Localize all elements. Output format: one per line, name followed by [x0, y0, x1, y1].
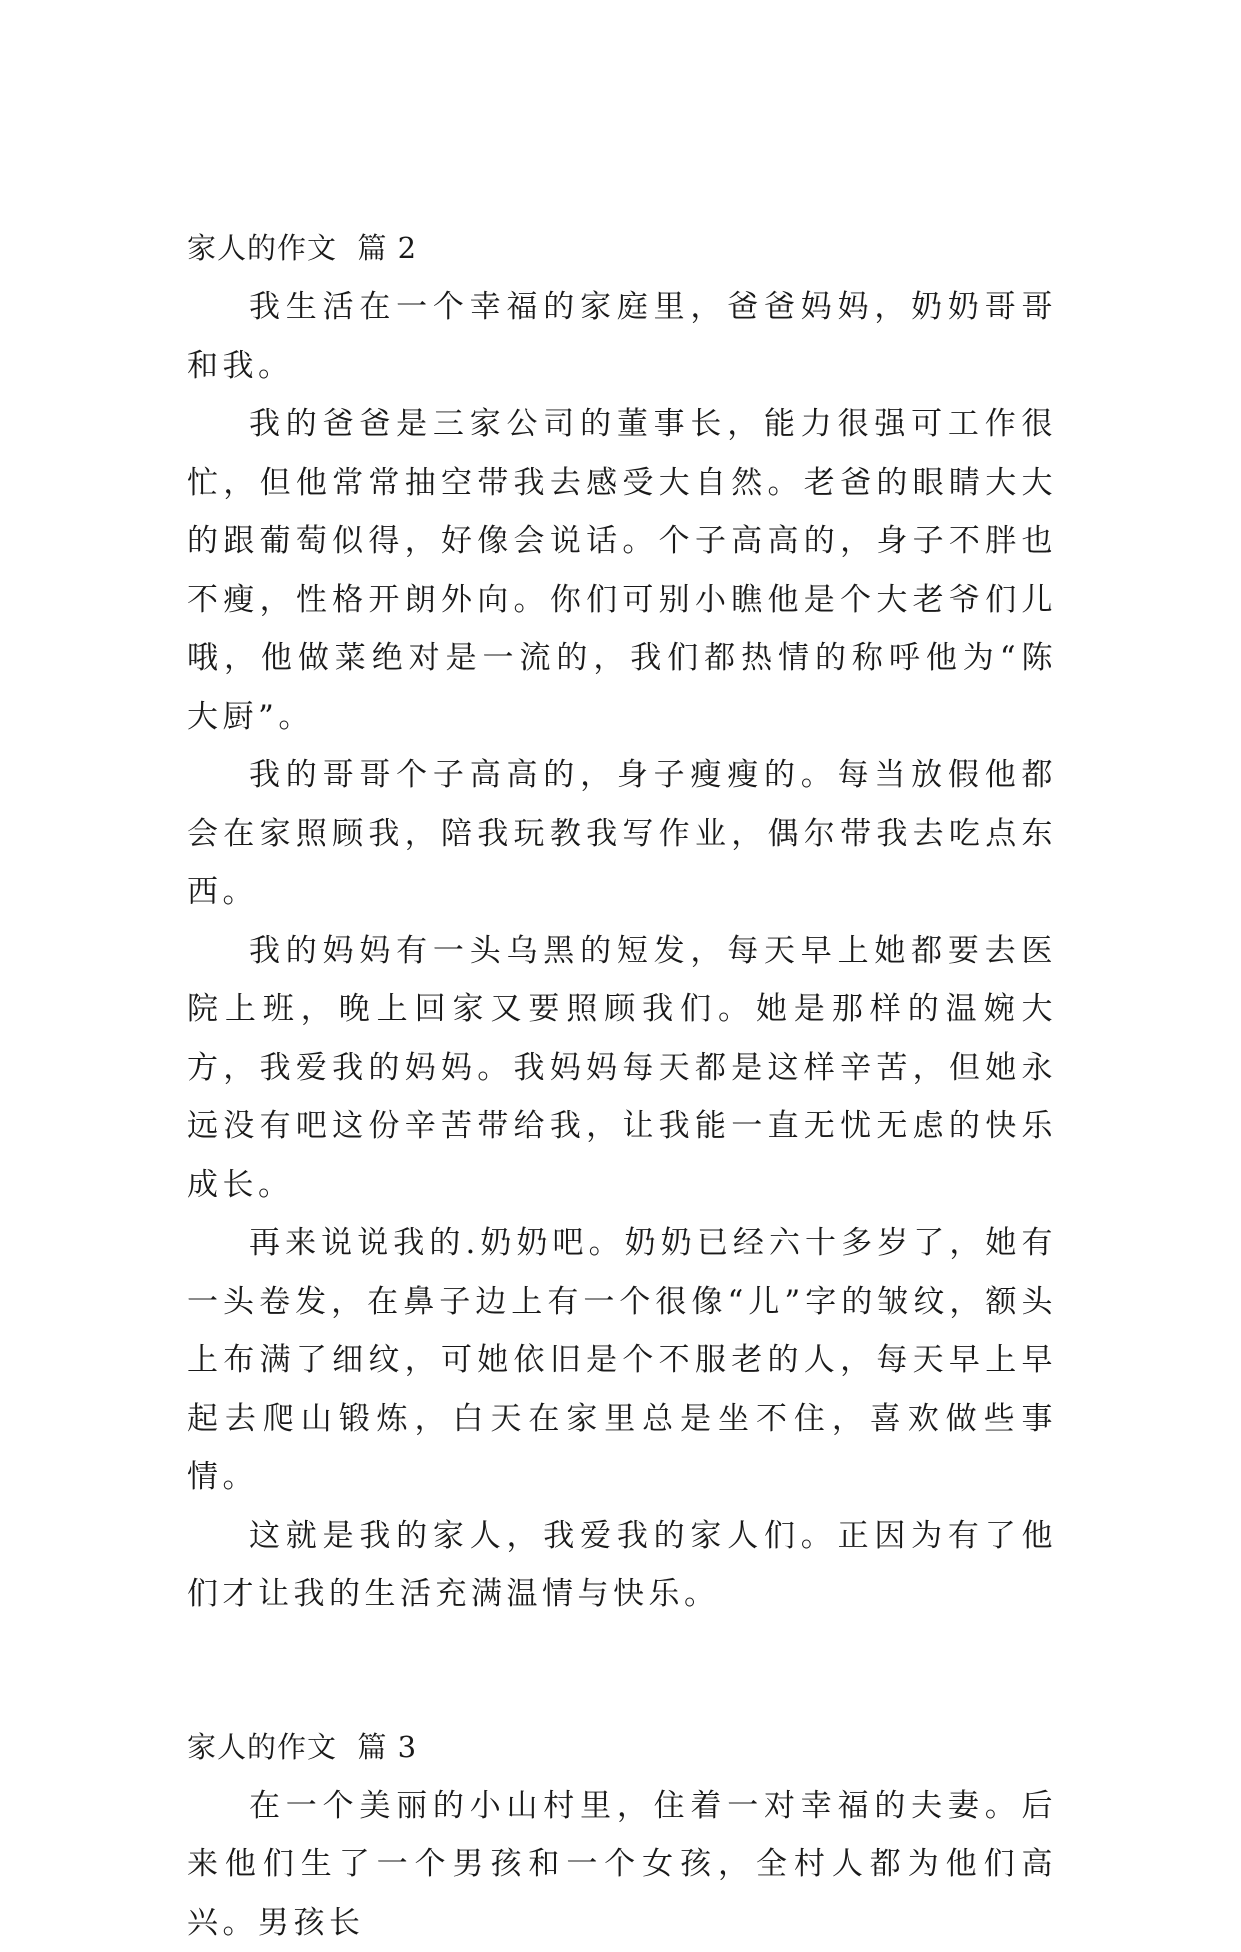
section-spacer: [187, 1624, 1057, 1717]
paragraph: 再来说说我的.奶奶吧。奶奶已经六十多岁了，她有一头卷发，在鼻子边上有一个很像“儿”字的皱纹，额头上布满了细纹，可她依旧是个不服老的人，每天早上早起去爬山锻炼，白天在家里总是坐不住，喜欢做些事情。: [187, 1214, 1057, 1507]
paragraph: 我的爸爸是三家公司的董事长，能力很强可工作很忙，但他常常抽空带我去感受大自然。老爸的眼睛大大的跟葡萄似得，好像会说话。个子高高的，身子不胖也不瘦，性格开朗外向。你们可别小瞧他是个大老爷们儿哦，他做菜绝对是一流的，我们都热情的称呼他为“陈大厨”。: [187, 395, 1057, 746]
paragraph: 我的妈妈有一头乌黑的短发，每天早上她都要去医院上班，晚上回家又要照顾我们。她是那样的温婉大方，我爱我的妈妈。我妈妈每天都是这样辛苦，但她永远没有吧这份辛苦带给我，让我能一直无忧无虑的快乐成长。: [187, 922, 1057, 1215]
paragraph: 我的哥哥个子高高的，身子瘦瘦的。每当放假他都会在家照顾我，陪我玩教我写作业，偶尔带我去吃点东西。: [187, 746, 1057, 922]
document-body: [187, 218, 1057, 1952]
paragraph: 我生活在一个幸福的家庭里，爸爸妈妈，奶奶哥哥和我。: [187, 278, 1057, 395]
section-title-2: 家人的作文 篇 2: [187, 218, 1057, 278]
paragraph: 这就是我的家人，我爱我的家人们。正因为有了他们才让我的生活充满温情与快乐。: [187, 1507, 1057, 1624]
paragraph: 在一个美丽的小山村里，住着一对幸福的夫妻。后来他们生了一个男孩和一个女孩，全村人都为他们高兴。男孩长: [187, 1777, 1057, 1952]
section-title-3: 家人的作文 篇 3: [187, 1717, 1057, 1777]
